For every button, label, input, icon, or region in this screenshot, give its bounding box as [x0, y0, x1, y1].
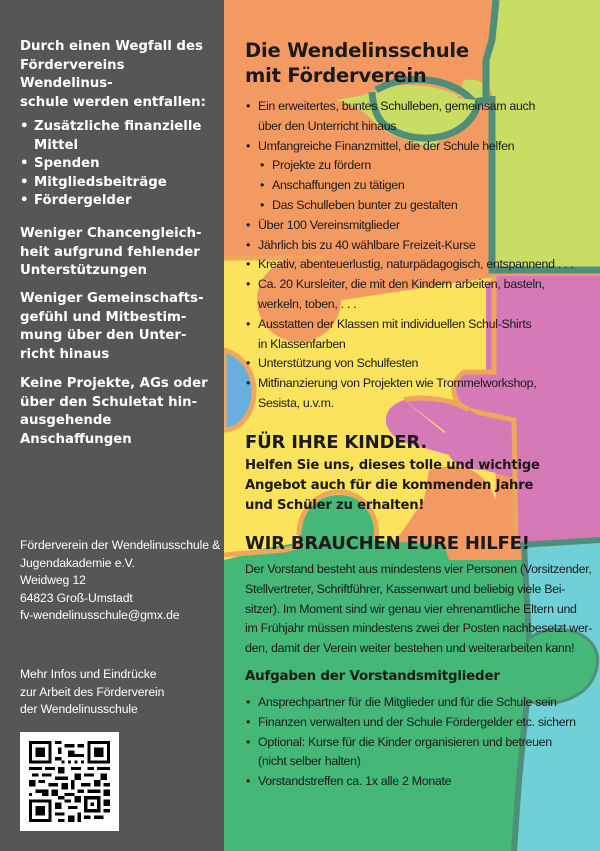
- task-item-cont: (nicht selber halten): [258, 754, 361, 769]
- loss-item: • Fördergelder: [20, 192, 220, 211]
- help-paragraph: Der Vorstand besteht aus mindestens vier Personen (Vorsitzender, Stellvertreter, Schriftführer, Kassenwart und beliebig viele Bei- sitzer). Im Moment sind wir genau vier ehrenamtliche Eltern und im Frühjahr müssen mindestens zwei der Posten nachbesetzt wer- den, damit der Verein weiter bestehen und weiterarbeiten kann!: [245, 562, 593, 656]
- task-item: • Finanzen verwalten und der Schule Fördergelder etc. sichern: [244, 713, 576, 733]
- street: Weidweg 12: [20, 573, 86, 588]
- loss-item: • Mitgliedsbeiträge: [20, 174, 220, 193]
- sidebar-point-2: Weniger Gemeinschafts- gefühl und Mitbestim- mung über den Unter- richt hinaus: [20, 291, 204, 362]
- org-name-cont: Jugendakademie e.V.: [20, 555, 135, 570]
- benefit-item: • Über 100 Vereinsmitglieder: [244, 216, 574, 236]
- help-heading: WIR BRAUCHEN EURE HILFE!: [245, 533, 530, 554]
- qr-code-icon[interactable]: [20, 732, 119, 831]
- benefit-subitem: • Anschaffungen zu tätigen: [244, 176, 574, 196]
- city: 64823 Groß-Umstadt: [20, 590, 133, 605]
- intro-line: Fördervereins Wendelinus-: [20, 57, 125, 91]
- main-content: [224, 0, 600, 851]
- benefit-item-cont: über den Unterricht hinaus: [258, 118, 397, 133]
- more-info-block: Mehr Infos und Eindrücke zur Arbeit des Förderverein der Wendelinusschule: [20, 667, 165, 717]
- intro-line: schule werden entfallen:: [20, 94, 206, 110]
- email-link[interactable]: fv-wendelinusschule@gmx.de: [20, 608, 180, 623]
- benefit-subitem: • Projekte zu fördern: [244, 156, 574, 176]
- kids-subheading: Helfen Sie uns, dieses tolle und wichtige Angebot auch für die kommenden Jahre und Schüler zu erhalten!: [245, 458, 540, 513]
- loss-item: • Zusätzliche finanzielle Mittel: [20, 118, 220, 155]
- benefit-item: • Unterstützung von Schulfesten: [244, 354, 574, 374]
- qr-code-graphic: [29, 741, 110, 822]
- tasks-heading: Aufgaben der Vorstandsmitglieder: [245, 669, 500, 684]
- sidebar-intro: [20, 38, 220, 211]
- benefits-list: [244, 97, 574, 414]
- losses-list: [20, 118, 220, 211]
- task-item: • Ansprechpartner für die Mitglieder und für die Schule sein: [244, 693, 576, 713]
- benefit-item: • Kreativ, abenteuerlustig, naturpädagogisch, entspannend . . .: [244, 255, 574, 275]
- benefit-item: • Umfangreiche Finanzmittel, die der Schule helfen: [244, 137, 574, 157]
- task-item: • Vorstandstreffen ca. 1x alle 2 Monate: [244, 772, 576, 792]
- benefit-item: • Ca. 20 Kursleiter, die mit den Kindern arbeiten, basteln,: [244, 275, 574, 295]
- loss-item: • Spenden: [20, 155, 220, 174]
- kids-heading: FÜR IHRE KINDER.: [245, 432, 428, 453]
- contact-block: [20, 537, 225, 625]
- main-title: Die Wendelinsschule mit Förderverein: [245, 39, 469, 87]
- intro-line: Durch einen Wegfall des: [20, 39, 203, 54]
- benefit-item-cont: in Klassenfarben: [258, 336, 346, 351]
- benefit-item: • Ausstatten der Klassen mit individuellen Schul-Shirts: [244, 315, 574, 335]
- sidebar: [0, 0, 224, 851]
- benefit-item: • Mitfinanzierung von Projekten wie Trommelworkshop,: [244, 374, 574, 394]
- benefit-item-cont: Sesista, u.v.m.: [258, 395, 334, 410]
- main-panel: [224, 0, 600, 851]
- sidebar-point-3: Keine Projekte, AGs oder über den Schuletat hin- ausgehende Anschaffungen: [20, 376, 208, 447]
- tasks-list: [244, 693, 576, 792]
- sidebar-point-1: Weniger Chancengleich- heit aufgrund fehlender Unterstützungen: [20, 226, 202, 278]
- task-item: • Optional: Kurse für die Kinder organisieren und betreuen: [244, 733, 576, 753]
- benefit-item-cont: werkeln, toben, . . .: [258, 296, 357, 311]
- benefit-item: • Ein erweitertes, buntes Schulleben, gemeinsam auch: [244, 97, 574, 117]
- org-name: Förderverein der Wendelinusschule &: [20, 538, 221, 552]
- benefit-item: • Jährlich bis zu 40 wählbare Freizeit-Kurse: [244, 236, 574, 256]
- benefit-subitem: • Das Schulleben bunter zu gestalten: [244, 196, 574, 216]
